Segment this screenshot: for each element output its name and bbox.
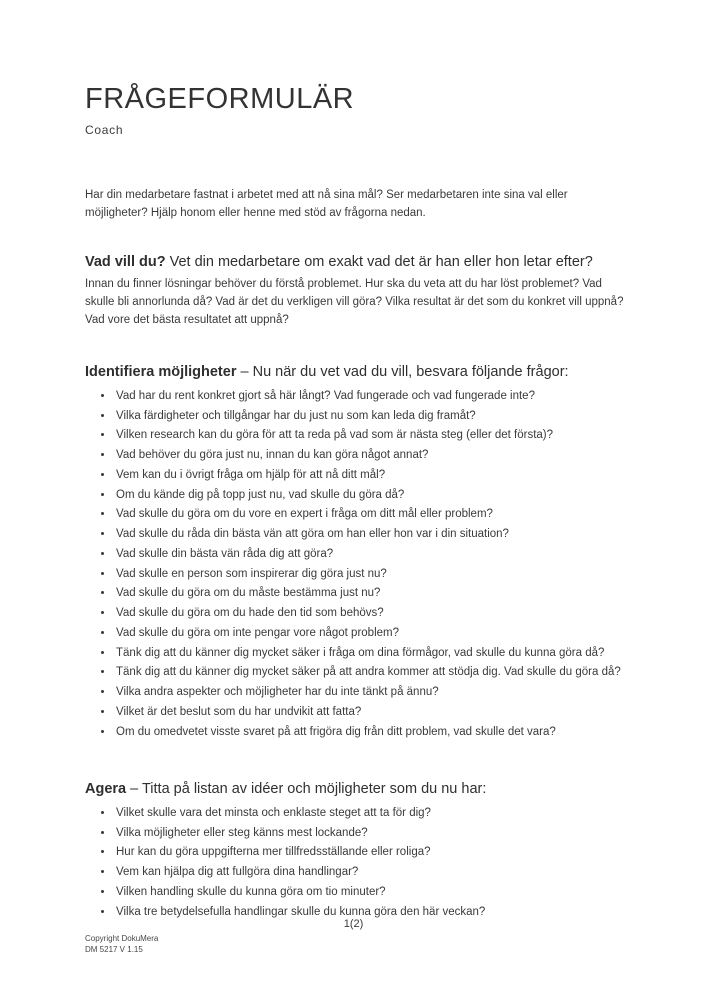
question-item: • Vad behöver du göra just nu, innan du kan göra något annat? [114,447,625,464]
section-heading-bold: Vad vill du? [85,254,166,271]
page-title: FRÅGEFORMULÄR [85,83,355,115]
question-item: • Tänk dig att du känner dig mycket säker i fråga om dina förmågor, vad skulle du kunna göra då? [114,645,625,662]
question-item: • Vad skulle din bästa vän råda dig att göra? [114,546,625,563]
question-item: • Vad skulle du göra om inte pengar vore något problem? [114,625,625,642]
question-item: • Vad skulle du råda din bästa vän att göra om han eller hon var i din situation? [114,526,625,543]
section-heading-rest: – Nu när du vet vad du vill, besvara följande frågor: [236,363,569,380]
section-heading-rest: – Titta på listan av idéer och möjligheter som du nu har: [126,780,487,797]
question-item: • Vilken handling skulle du kunna göra om tio minuter? [114,884,625,901]
section-heading-vad-vill-du [85,253,625,271]
question-item: • Vad skulle du göra om du hade den tid som behövs? [114,605,625,622]
intro-paragraph: Har din medarbetare fastnat i arbetet med att nå sina mål? Ser medarbetaren inte sina val eller möjligheter? Hjälp honom eller henne med stöd av frågorna nedan. [85,189,568,220]
question-item: • Vad skulle du göra om du måste bestämma just nu? [114,585,625,602]
question-item: • Vem kan du i övrigt fråga om hjälp för att nå ditt mål? [114,467,625,484]
question-item: • Vilket skulle vara det minsta och enklaste steget att ta för dig? [114,805,625,822]
section-heading-bold: Agera [85,780,127,797]
question-item: • Vilka tre betydelsefulla handlingar skulle du kunna göra den här veckan? [114,904,625,921]
question-item: • Vilka färdigheter och tillgångar har du just nu som kan leda dig framåt? [114,408,625,425]
document-footer [85,933,158,955]
question-item: • Vem kan hjälpa dig att fullgöra dina handlingar? [114,864,625,881]
question-item: • Vilka möjligheter eller steg känns mest lockande? [114,825,625,842]
question-item: • Vad skulle en person som inspirerar dig göra just nu? [114,566,625,583]
section-heading-bold: Identifiera möjligheter [85,363,237,380]
question-item: • Om du omedvetet visste svaret på att frigöra dig från ditt problem, vad skulle det vara? [114,724,625,741]
page-subtitle: Coach [85,123,124,138]
question-item: • Tänk dig att du känner dig mycket säker på att andra kommer att stödja dig. Vad skulle du göra då? [114,664,625,681]
question-item: • Vilka andra aspekter och möjligheter har du inte tänkt på ännu? [114,684,625,701]
section-heading-agera [85,780,625,798]
section-body-vad-vill-du: Innan du finner lösningar behöver du förstå problemet. Hur ska du veta att du har löst problemet? Vad skulle bli annorlunda då? Vad är det du verkligen vill göra? Vilka resultat är det som du konkret vill uppnå? Vad vore det bästa resultatet att uppnå? [85,278,624,326]
footer-copyright: Copyright DokuMera [85,934,159,943]
section-heading-identifiera-mojligheter [85,363,625,381]
section-heading-rest: Vet din medarbetare om exakt vad det är han eller hon letar efter? [165,254,593,271]
question-item: • Om du kände dig på topp just nu, vad skulle du göra då? [114,487,625,504]
question-list-identifiera [85,388,625,741]
question-item: • Hur kan du göra uppgifterna mer tillfredsställande eller roliga? [114,844,625,861]
question-item: • Vad skulle du göra om du vore en expert i fråga om ditt mål eller problem? [114,506,625,523]
page-number: 1(2) [343,918,364,930]
question-list-agera [85,805,625,921]
question-item: • Vilket är det beslut som du har undvikit att fatta? [114,704,625,721]
question-item: • Vad har du rent konkret gjort så här långt? Vad fungerade och vad fungerade inte? [114,388,625,405]
footer-version: DM 5217 V 1.15 [85,945,143,955]
question-item: • Vilken research kan du göra för att ta reda på vad som är nästa steg (eller det första)? [114,427,625,444]
